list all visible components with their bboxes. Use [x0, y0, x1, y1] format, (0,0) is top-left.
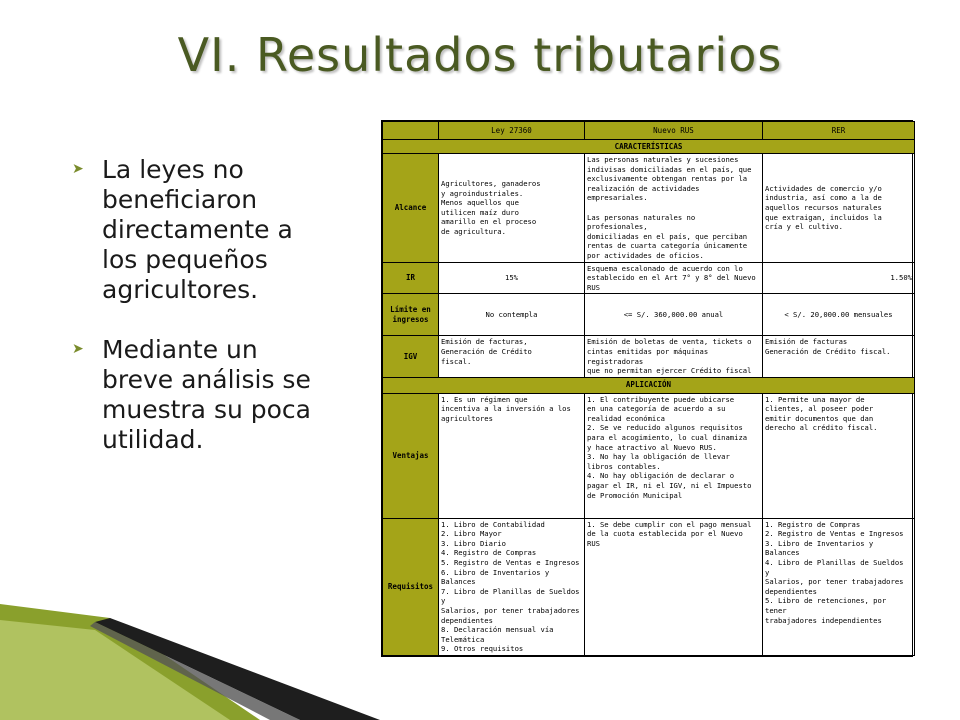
header-cell-empty [383, 122, 439, 140]
bullet-list [72, 155, 322, 485]
header-rer: RER [763, 122, 915, 140]
cell-alcance-ley: Agricultores, ganaderos y agroindustriales. Menos aquellos que utilicen maíz duro amarillo en el proceso de agricultura. [439, 154, 585, 263]
table-row [383, 518, 915, 655]
slide-title: VI. Resultados tributarios [177, 28, 783, 82]
row-label-alcance: Alcance [383, 154, 439, 263]
cell-limite-rus: <= S/. 360,000.00 anual [585, 294, 763, 336]
cell-limite-ley: No contempla [439, 294, 585, 336]
section-row [383, 140, 915, 154]
bullet-item [72, 335, 322, 455]
cell-igv-rer: Emisión de facturas Generación de Crédito fiscal. [763, 336, 915, 377]
cell-ir-rus: Esquema escalonado de acuerdo con lo establecido en el Art 7° y 8° del Nuevo RUS [585, 262, 763, 294]
section-caracteristicas: CARACTERÍSTICAS [383, 140, 915, 154]
bullet-text: La leyes no beneficiaron directamente a los pequeños agricultores. [102, 155, 293, 304]
row-label-ventajas: Ventajas [383, 393, 439, 518]
table-row [383, 294, 915, 336]
cell-alcance-rus: Las personas naturales y sucesiones indivisas domiciliadas en el país, que exclusivamente obtengan rentas por la realización de actividades empresariales. Las personas naturales no profesionales, domiciliadas en el país, que perciban rentas de cuarta categoría únicamente por actividades de oficios. [585, 154, 763, 263]
row-label-igv: IGV [383, 336, 439, 377]
header-nuevo-rus: Nuevo RUS [585, 122, 763, 140]
cell-igv-ley: Emisión de facturas, Generación de Crédito fiscal. [439, 336, 585, 377]
cell-ventajas-ley: 1. Es un régimen que incentiva a la inversión a los agricultores [439, 393, 585, 518]
cell-alcance-rer: Actividades de comercio y/o industria, así como a la de aquellos recursos naturales que extraigan, incluidos la cría y el cultivo. [763, 154, 915, 263]
table-header-row [383, 122, 915, 140]
section-row [383, 377, 915, 393]
bullet-text: Mediante un breve análisis se muestra su poca utilidad. [102, 335, 311, 454]
cell-requisitos-rer: 1. Registro de Compras 2. Registro de Ventas e Ingresos 3. Libro de Inventarios y Balances 4. Libro de Planillas de Sueldos y Salarios, por tener trabajadores dependientes 5. Libro de retenciones, por tener trabajadores independientes [763, 518, 915, 655]
cell-ir-rer: 1.50% [763, 262, 915, 294]
cell-requisitos-ley: 1. Libro de Contabilidad 2. Libro Mayor 3. Libro Diario 4. Registro de Compras 5. Registro de Ventas e Ingresos 6. Libro de Inventarios y Balances 7. Libro de Planillas de Sueldos y Salarios, por tener trabajadores dependientes 8. Declaración mensual vía Telemática 9. Otros requisitos [439, 518, 585, 655]
row-label-requisitos: Requisitos [383, 518, 439, 655]
cell-ir-ley: 15% [439, 262, 585, 294]
cell-igv-rus: Emisión de boletas de venta, tickets o cintas emitidas por máquinas registradoras que no permitan ejercer Crédito fiscal [585, 336, 763, 377]
arrow-bullet-icon: ➤ [72, 161, 84, 177]
cell-requisitos-rus: 1. Se debe cumplir con el pago mensual de la cuota establecida por el Nuevo RUS [585, 518, 763, 655]
row-label-ir: IR [383, 262, 439, 294]
table-row [383, 262, 915, 294]
bullet-item [72, 155, 322, 305]
arrow-bullet-icon: ➤ [72, 341, 84, 357]
row-label-limite: Límite en ingresos [383, 294, 439, 336]
section-aplicacion: APLICACIÓN [383, 377, 915, 393]
cell-ventajas-rer: 1. Permite una mayor de clientes, al poseer poder emitir documentos que dan derecho al crédito fiscal. [763, 393, 915, 518]
cell-limite-rer: < S/. 20,000.00 mensuales [763, 294, 915, 336]
header-ley-27360: Ley 27360 [439, 122, 585, 140]
table-row [383, 393, 915, 518]
table-row [383, 336, 915, 377]
table-row [383, 154, 915, 263]
decorative-swoosh [0, 590, 380, 720]
cell-ventajas-rus: 1. El contribuyente puede ubicarse en una categoría de acuerdo a su realidad económica 2. Se ve reducido algunos requisitos para el acogimiento, lo cual dinamiza y hace atractivo al Nuevo RUS. 3. No hay la obligación de llevar libros contables. 4. No hay obligación de declarar o pagar el IR, ni el IGV, ni el Impuesto de Promoción Municipal [585, 393, 763, 518]
comparison-table [381, 120, 913, 657]
